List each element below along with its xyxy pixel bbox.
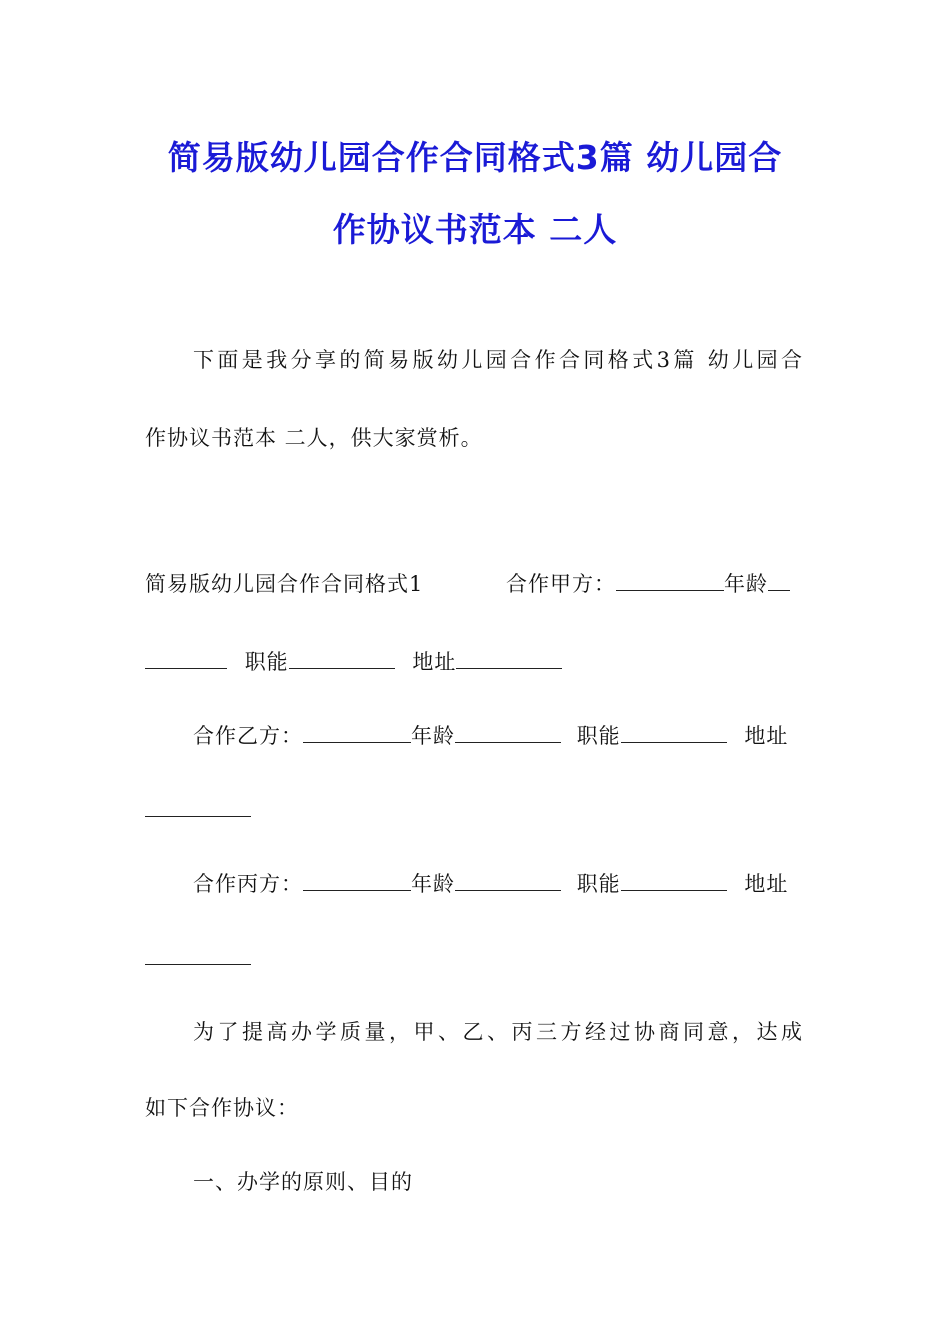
party-c-address-row <box>145 944 251 972</box>
document-title-line-1: 简易版幼儿园合作合同格式3篇 幼儿园合 <box>167 138 783 177</box>
intro-line-1: 下面是我分享的简易版幼儿园合作合同格式3篇 幼儿园合 <box>193 348 803 372</box>
party-c-name-blank <box>303 870 411 891</box>
party-a-label: 合作甲方： <box>506 572 616 596</box>
party-b-function-label: 职能 <box>576 724 621 748</box>
party-b-label: 合作乙方： <box>193 724 303 748</box>
party-b-name-blank <box>303 722 411 743</box>
party-a-name-blank <box>616 570 724 591</box>
party-c-address-blank <box>145 944 251 965</box>
clause-1-heading: 一、办学的原则、目的 <box>193 1170 413 1194</box>
party-a-age-label: 年龄 <box>724 572 768 596</box>
party-b-row <box>193 722 788 750</box>
intro-line-2: 作协议书范本 二人，供大家赏析。 <box>145 426 483 450</box>
purpose-line-2: 如下合作协议： <box>145 1096 299 1120</box>
purpose-line-1: 为了提高办学质量，甲、乙、丙三方经过协商同意，达成 <box>193 1020 803 1044</box>
party-b-address-blank <box>145 796 251 817</box>
party-c-function-blank <box>621 870 727 891</box>
party-c-age-label: 年龄 <box>411 872 455 896</box>
party-b-age-blank <box>455 722 561 743</box>
party-b-address-label: 地址 <box>744 724 789 748</box>
party-b-function-blank <box>621 722 727 743</box>
party-c-function-label: 职能 <box>576 872 621 896</box>
party-a-row <box>506 570 790 598</box>
party-c-label: 合作丙方： <box>193 872 303 896</box>
party-a-function-label: 职能 <box>244 650 289 674</box>
party-a-age-blank-end <box>145 648 227 669</box>
party-c-age-blank <box>455 870 561 891</box>
party-a-age-blank-start <box>768 570 790 591</box>
party-a-row-continued <box>145 648 562 676</box>
party-a-address-label: 地址 <box>412 650 457 674</box>
party-a-address-blank <box>456 648 562 669</box>
party-c-address-label: 地址 <box>744 872 789 896</box>
party-b-address-row <box>145 796 251 824</box>
party-a-function-blank <box>289 648 395 669</box>
section-heading: 简易版幼儿园合作合同格式1 <box>145 572 424 596</box>
party-b-age-label: 年龄 <box>411 724 455 748</box>
party-c-row <box>193 870 788 898</box>
document-title-line-2: 作协议书范本 二人 <box>332 210 618 249</box>
